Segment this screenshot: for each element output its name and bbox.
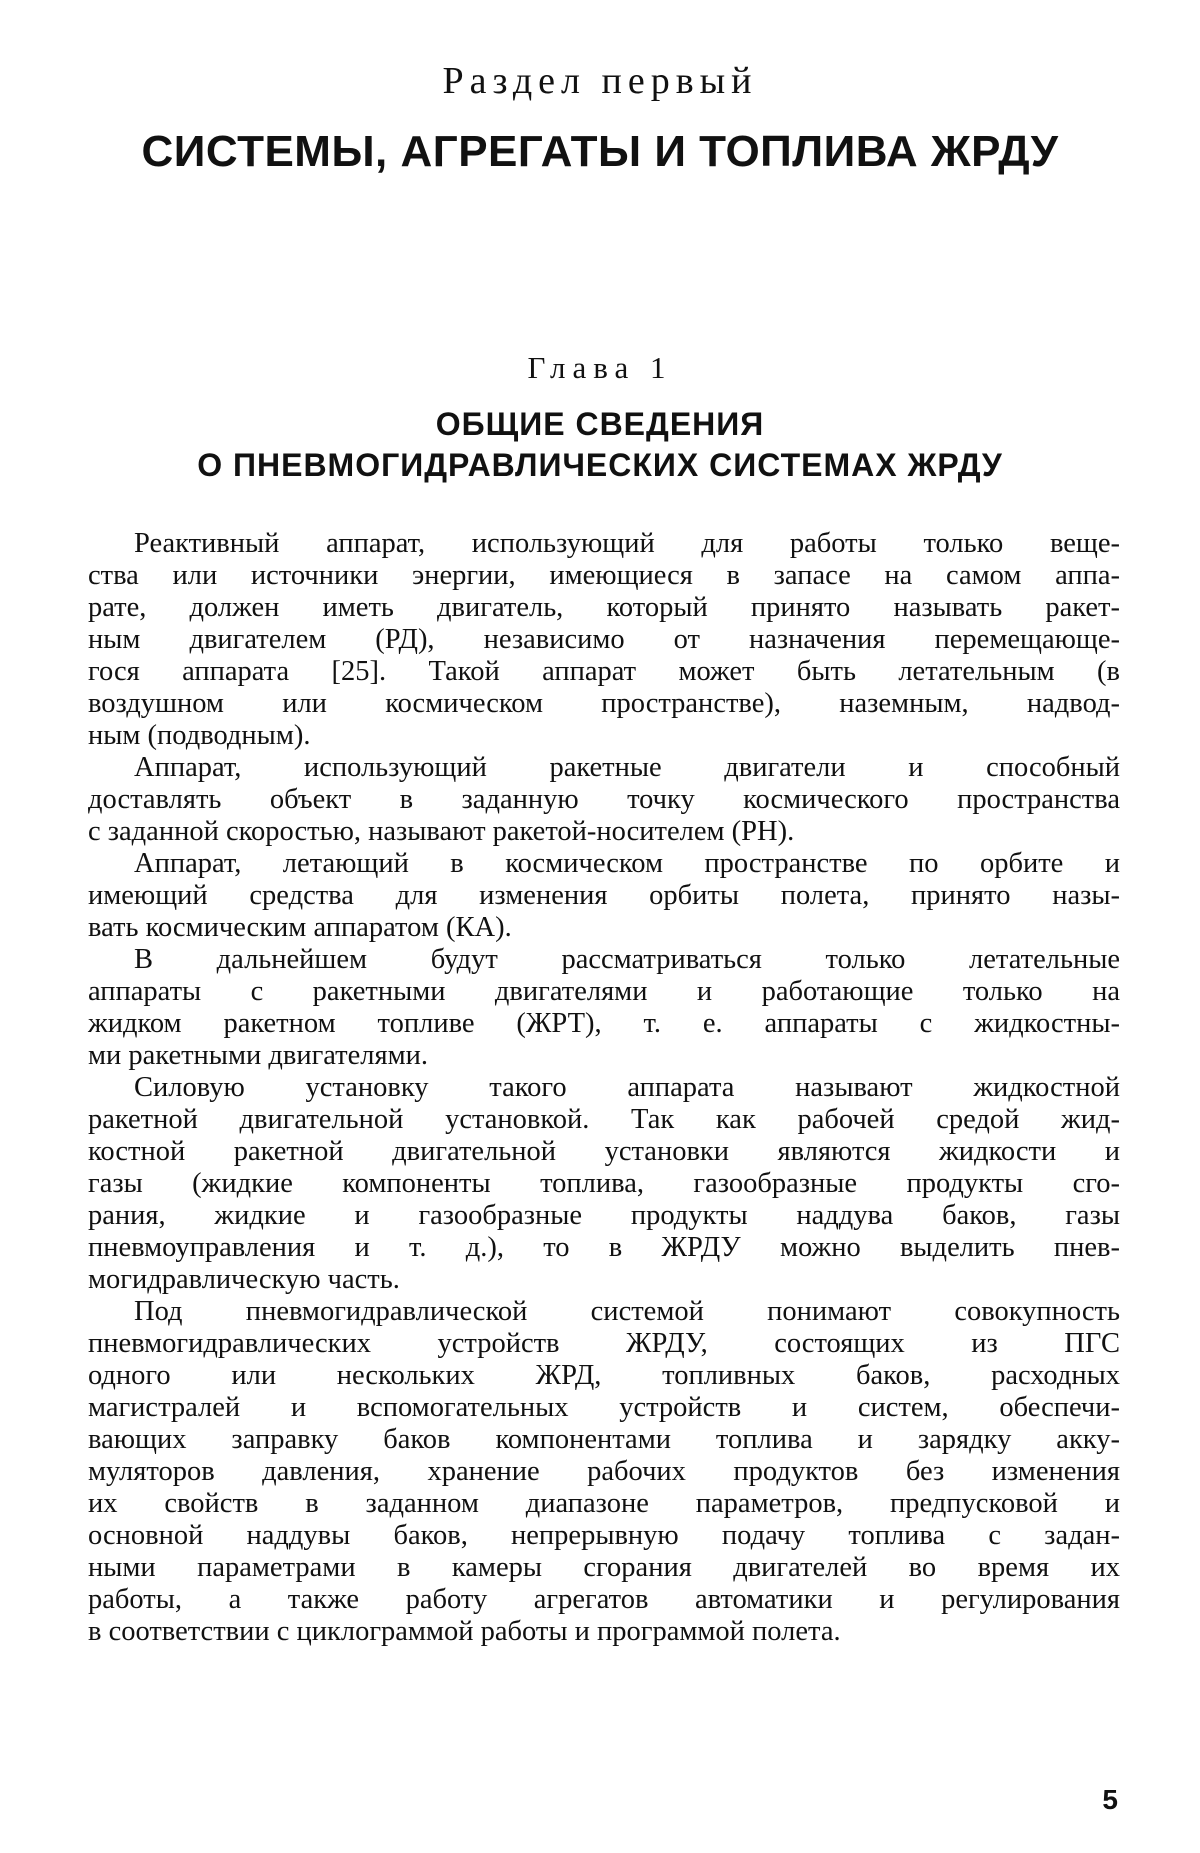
paragraph-line: Реактивный аппарат, использующий для работы только веще- (134, 528, 1120, 559)
paragraph-line: рате, должен иметь двигатель, который принято называть ракет- (88, 592, 1120, 623)
paragraph (88, 1072, 1120, 1296)
page-number: 5 (1102, 1784, 1118, 1815)
paragraph-line: гося аппарата [25]. Такой аппарат может быть летательным (в (88, 656, 1120, 687)
paragraph-line: Аппарат, использующий ракетные двигатели и способный (134, 752, 1120, 783)
paragraph-line: костной ракетной двигательной установки являются жидкости и (88, 1136, 1120, 1167)
paragraph-line: газы (жидкие компоненты топлива, газообразные продукты сго- (88, 1168, 1120, 1199)
paragraph-line: работы, а также работу агрегатов автоматики и регулирования (88, 1584, 1120, 1615)
paragraph-line: одного или нескольких ЖРД, топливных баков, расходных (88, 1360, 1120, 1391)
paragraph-line: ракетной двигательной установкой. Так как рабочей средой жид- (88, 1104, 1120, 1135)
paragraph-line: пневмогидравлических устройств ЖРДУ, состоящих из ПГС (88, 1328, 1120, 1359)
chapter-label: Глава 1 (527, 350, 673, 385)
paragraph-line: вать космическим аппаратом (КА). (88, 912, 512, 943)
paragraph-line: вающих заправку баков компонентами топлива и зарядку акку- (88, 1424, 1120, 1455)
paragraph-line: ными параметрами в камеры сгорания двигателей во время их (88, 1552, 1120, 1583)
paragraph-line: их свойств в заданном диапазоне параметров, предпусковой и (88, 1488, 1120, 1519)
paragraph-line: рания, жидкие и газообразные продукты наддува баков, газы (88, 1200, 1120, 1231)
paragraph-line: ми ракетными двигателями. (88, 1040, 429, 1071)
paragraph (88, 1296, 1120, 1648)
paragraph-line: ным (подводным). (88, 720, 311, 751)
paragraph-line: В дальнейшем будут рассматриваться только летательные (134, 944, 1120, 975)
chapter-title-line: ОБЩИЕ СВЕДЕНИЯ (435, 406, 765, 442)
paragraph-line: Аппарат, летающий в космическом пространстве по орбите и (134, 848, 1120, 879)
chapter-title-line: О ПНЕВМОГИДРАВЛИЧЕСКИХ СИСТЕМАХ ЖРДУ (197, 447, 1003, 483)
paragraph (88, 752, 1120, 848)
paragraph-line: магистралей и вспомогательных устройств и систем, обеспечи- (88, 1392, 1120, 1423)
section-label: Раздел первый (442, 60, 758, 102)
paragraph (88, 528, 1120, 752)
paragraph (88, 944, 1120, 1072)
paragraph-line: воздушном или космическом пространстве), наземным, надвод- (88, 688, 1120, 719)
paragraph-line: имеющий средства для изменения орбиты полета, принято назы- (88, 880, 1120, 911)
paragraph-line: муляторов давления, хранение рабочих продуктов без изменения (88, 1456, 1120, 1487)
paragraph-line: ства или источники энергии, имеющиеся в запасе на самом аппа- (88, 560, 1120, 591)
paragraph-line: аппараты с ракетными двигателями и работающие только на (88, 976, 1120, 1007)
paragraph-line: Под пневмогидравлической системой понимают совокупность (134, 1296, 1120, 1327)
body-text (88, 528, 1120, 1648)
paragraph-line: в соответствии с циклограммой работы и программой полета. (88, 1616, 841, 1647)
paragraph-line: пневмоуправления и т. д.), то в ЖРДУ можно выделить пнев- (88, 1232, 1120, 1263)
paragraph-line: с заданной скоростью, называют ракетой-носителем (РН). (88, 816, 795, 847)
paragraph-line: жидком ракетном топливе (ЖРТ), т. е. аппараты с жидкостны- (88, 1008, 1120, 1039)
paragraph-line: могидравлическую часть. (88, 1264, 400, 1295)
section-title: СИСТЕМЫ, АГРЕГАТЫ И ТОПЛИВА ЖРДУ (141, 127, 1059, 176)
paragraph-line: основной наддувы баков, непрерывную подачу топлива с задан- (88, 1520, 1120, 1551)
paragraph (88, 848, 1120, 944)
paragraph-line: ным двигателем (РД), независимо от назначения перемещающе- (88, 624, 1120, 655)
chapter-title (0, 404, 1200, 486)
paragraph-line: доставлять объект в заданную точку космического пространства (88, 784, 1120, 815)
paragraph-line: Силовую установку такого аппарата называют жидкостной (134, 1072, 1120, 1103)
